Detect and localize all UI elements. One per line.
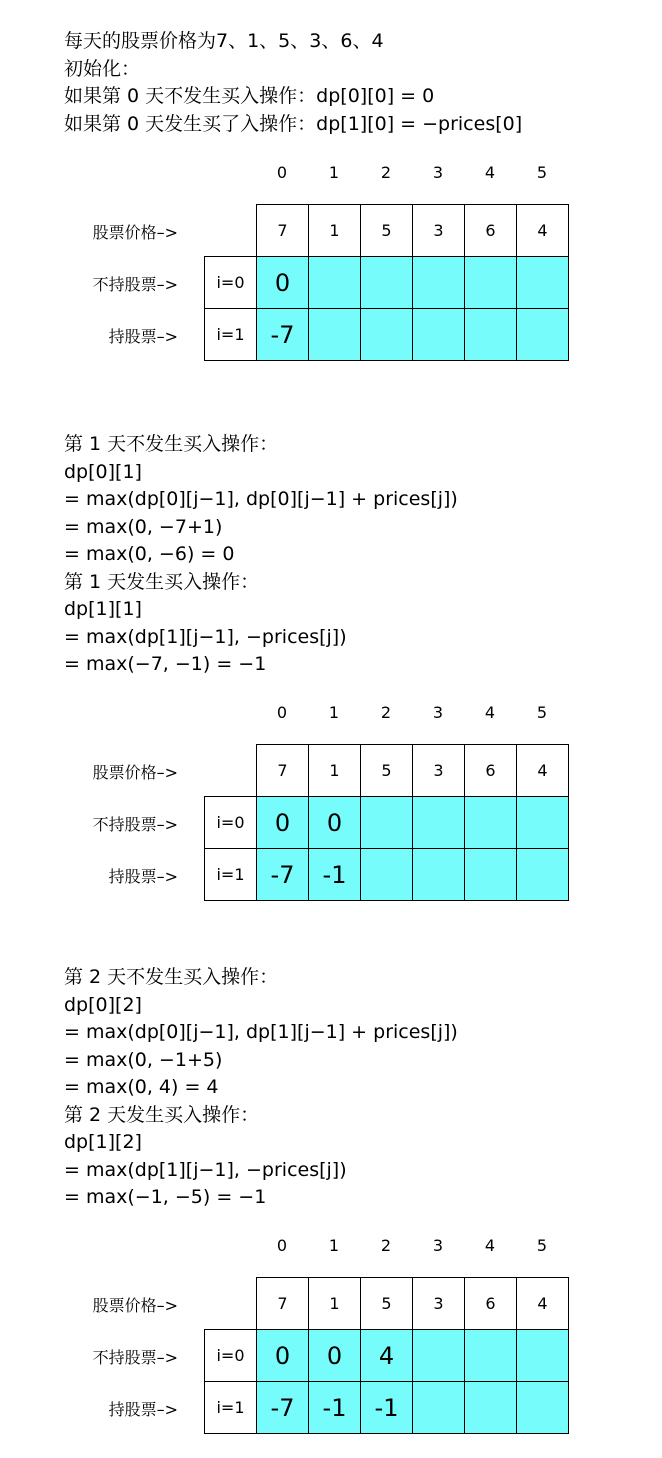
dp1-cell: -1: [308, 848, 361, 901]
step-text-line: = max(0, −7+1): [64, 515, 223, 538]
dp0-cell: [412, 1329, 465, 1382]
day-index-label: 5: [536, 163, 548, 182]
state-i0-cell: i=0: [204, 796, 257, 849]
no-stock-row-label: 不持股票–>: [92, 275, 178, 294]
step-text-line: = max(0, −6) = 0: [64, 543, 235, 565]
day-index-label: 4: [484, 163, 496, 182]
price-cell: 4: [516, 1277, 569, 1330]
price-cell: 4: [516, 204, 569, 257]
dp1-cell: -1: [360, 1381, 413, 1434]
step-text-line: dp[1][1]: [64, 598, 142, 620]
dp0-cell: [360, 796, 413, 849]
stock-row-label: 持股票–>: [108, 867, 178, 886]
price-row-label: 股票价格–>: [92, 763, 178, 782]
state-i1-cell: i=1: [204, 848, 257, 901]
step-text-line: = max(−1, −5) = −1: [64, 1186, 267, 1208]
step-text-line: = max(dp[1][j−1], −prices[j]): [64, 1158, 347, 1181]
price-cell: 3: [412, 204, 465, 257]
day-index-label: 3: [432, 1236, 444, 1255]
dp0-cell: 0: [256, 256, 309, 309]
dp0-cell: [308, 256, 361, 309]
price-cell: 1: [308, 744, 361, 797]
dp0-cell: [412, 796, 465, 849]
price-cell: 5: [360, 204, 413, 257]
step-text-line: = max(dp[0][j−1], dp[0][j−1] + prices[j]): [64, 488, 458, 510]
dp0-cell: 0: [308, 796, 361, 849]
dp0-cell: [464, 256, 517, 309]
step-text-line: = max(0, 4) = 4: [64, 1076, 219, 1098]
day-index-label: 0: [276, 1236, 288, 1255]
intro-line: 如果第 0 天不发生买入操作：dp[0][0] = 0: [64, 85, 435, 107]
state-i1-cell: i=1: [204, 1381, 257, 1434]
price-cell: 6: [464, 1277, 517, 1330]
dp0-cell: [516, 796, 569, 849]
dp1-cell: -7: [256, 1381, 309, 1434]
day-index-label: 3: [432, 703, 444, 722]
step-text-line: 第 1 天发生买入操作：: [64, 570, 260, 593]
day-index-label: 1: [328, 703, 340, 722]
step-text-line: = max(dp[1][j−1], −prices[j]): [64, 625, 347, 648]
no-stock-row-label: 不持股票–>: [92, 815, 178, 834]
price-cell: 1: [308, 204, 361, 257]
dp0-cell: [516, 1329, 569, 1382]
price-cell: 5: [360, 744, 413, 797]
price-cell: 4: [516, 744, 569, 797]
price-cell: 7: [256, 744, 309, 797]
state-i0-cell: i=0: [204, 256, 257, 309]
intro-line: 初始化：: [64, 57, 141, 80]
stock-row-label: 持股票–>: [108, 1400, 178, 1419]
dp0-cell: 4: [360, 1329, 413, 1382]
day-index-label: 4: [484, 703, 496, 722]
dp1-cell: -1: [308, 1381, 361, 1434]
dp0-cell: 0: [256, 796, 309, 849]
day-index-label: 0: [276, 703, 288, 722]
price-cell: 7: [256, 204, 309, 257]
day-index-label: 2: [380, 163, 392, 182]
step-text-line: 第 1 天不发生买入操作：: [64, 433, 279, 455]
dp0-cell: [412, 256, 465, 309]
dp1-cell: [464, 1381, 517, 1434]
dp1-cell: [464, 308, 517, 361]
day-index-label: 2: [380, 1236, 392, 1255]
dp1-cell: [464, 848, 517, 901]
step-text-line: = max(0, −1+5): [64, 1048, 223, 1071]
day-index-label: 1: [328, 1236, 340, 1255]
dp0-cell: [516, 256, 569, 309]
intro-line: 每天的股票价格为7、1、5、3、6、4: [64, 30, 384, 52]
step-text-line: dp[0][2]: [64, 993, 142, 1016]
step-text-line: = max(−7, −1) = −1: [64, 653, 267, 675]
price-cell: 6: [464, 204, 517, 257]
day-index-label: 4: [484, 1236, 496, 1255]
day-index-label: 0: [276, 163, 288, 182]
intro-line: 如果第 0 天发生买了入操作：dp[1][0] = −prices[0]: [64, 112, 523, 135]
dp1-cell: [308, 308, 361, 361]
dp1-cell: [516, 308, 569, 361]
day-index-label: 5: [536, 1236, 548, 1255]
day-index-label: 5: [536, 703, 548, 722]
dp0-cell: [360, 256, 413, 309]
dp1-cell: [412, 848, 465, 901]
dp1-cell: -7: [256, 848, 309, 901]
dp1-cell: [412, 1381, 465, 1434]
price-row-label: 股票价格–>: [92, 223, 178, 242]
dp1-cell: [516, 1381, 569, 1434]
price-cell: 5: [360, 1277, 413, 1330]
dp0-cell: [464, 796, 517, 849]
price-cell: 7: [256, 1277, 309, 1330]
dp1-cell: [412, 308, 465, 361]
step-text-line: 第 2 天不发生买入操作：: [64, 966, 279, 988]
price-row-label: 股票价格–>: [92, 1296, 178, 1315]
step-text-line: 第 2 天发生买入操作：: [64, 1103, 260, 1126]
dp1-cell: [360, 308, 413, 361]
step-text-line: dp[1][2]: [64, 1131, 142, 1153]
dp1-cell: [360, 848, 413, 901]
price-cell: 3: [412, 1277, 465, 1330]
price-cell: 6: [464, 744, 517, 797]
day-index-label: 1: [328, 163, 340, 182]
price-cell: 3: [412, 744, 465, 797]
price-cell: 1: [308, 1277, 361, 1330]
day-index-label: 2: [380, 703, 392, 722]
day-index-label: 3: [432, 163, 444, 182]
state-i1-cell: i=1: [204, 308, 257, 361]
dp0-cell: 0: [308, 1329, 361, 1382]
state-i0-cell: i=0: [204, 1329, 257, 1382]
dp1-cell: -7: [256, 308, 309, 361]
dp0-cell: [464, 1329, 517, 1382]
stock-row-label: 持股票–>: [108, 327, 178, 346]
step-text-line: dp[0][1]: [64, 460, 142, 483]
step-text-line: = max(dp[0][j−1], dp[1][j−1] + prices[j]): [64, 1021, 458, 1043]
no-stock-row-label: 不持股票–>: [92, 1348, 178, 1367]
dp0-cell: 0: [256, 1329, 309, 1382]
dp1-cell: [516, 848, 569, 901]
